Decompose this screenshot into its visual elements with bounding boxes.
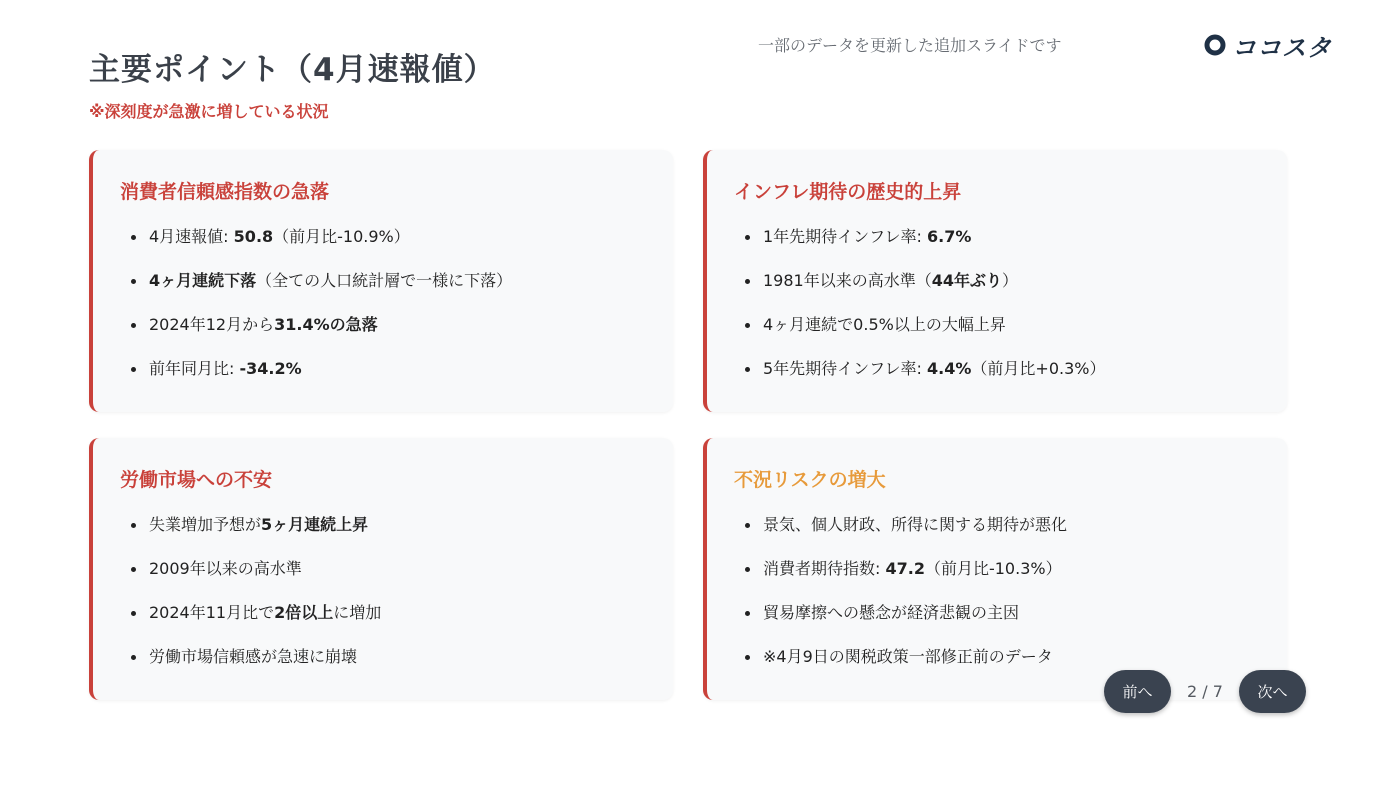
update-note: 一部のデータを更新した追加スライドです (758, 36, 1062, 55)
card-inflation-expectations (703, 150, 1287, 412)
list-item: 4ヶ月連続下落（全ての人口統計層で一様に下落） (120, 270, 673, 314)
card-title: 労働市場への不安 (120, 469, 273, 491)
list-item: 労働市場信頼感が急速に崩壊 (120, 646, 673, 690)
logo-text: ココスタ (1232, 33, 1332, 62)
list-item: 1981年以来の高水準（44年ぶり） (734, 270, 1287, 314)
card-title: 不況リスクの増大 (734, 469, 886, 491)
prev-button[interactable]: 前へ (1104, 670, 1171, 713)
list-item: 消費者期待指数: 47.2（前月比-10.3%） (734, 558, 1287, 602)
list-item: 2009年以来の高水準 (120, 558, 673, 602)
list-item: 2024年11月比で2倍以上に増加 (120, 602, 673, 646)
page-title: 主要ポイント（4月速報値） (89, 52, 496, 88)
page-counter: 2 / 7 (1187, 682, 1223, 701)
bullet-list (734, 514, 1287, 690)
list-item: 貿易摩擦への懸念が経済悲観の主因 (734, 602, 1287, 646)
brand-logo (1204, 30, 1332, 60)
list-item: 4月速報値: 50.8（前月比-10.9%） (120, 226, 673, 270)
card-title: 消費者信頼感指数の急落 (120, 181, 330, 203)
list-item: 4ヶ月連続で0.5%以上の大幅上昇 (734, 314, 1287, 358)
page-subtitle: ※深刻度が急激に増している状況 (89, 102, 329, 121)
logo-ring-icon (1204, 34, 1226, 56)
list-item: 5年先期待インフレ率: 4.4%（前月比+0.3%） (734, 358, 1287, 402)
list-item: 景気、個人財政、所得に関する期待が悪化 (734, 514, 1287, 558)
bullet-list (120, 226, 673, 402)
next-button[interactable]: 次へ (1239, 670, 1306, 713)
bullet-list (120, 514, 673, 690)
list-item: 前年同月比: -34.2% (120, 358, 673, 402)
card-labor-market (89, 438, 673, 700)
list-item: 失業増加予想が5ヶ月連続上昇 (120, 514, 673, 558)
card-recession-risk (703, 438, 1287, 700)
bullet-list (734, 226, 1287, 402)
card-title: インフレ期待の歴史的上昇 (734, 181, 962, 203)
list-item: 2024年12月から31.4%の急落 (120, 314, 673, 358)
list-item: ※4月9日の関税政策一部修正前のデータ (734, 646, 1287, 690)
card-consumer-confidence (89, 150, 673, 412)
slide-navigation (1104, 670, 1306, 713)
list-item: 1年先期待インフレ率: 6.7% (734, 226, 1287, 270)
